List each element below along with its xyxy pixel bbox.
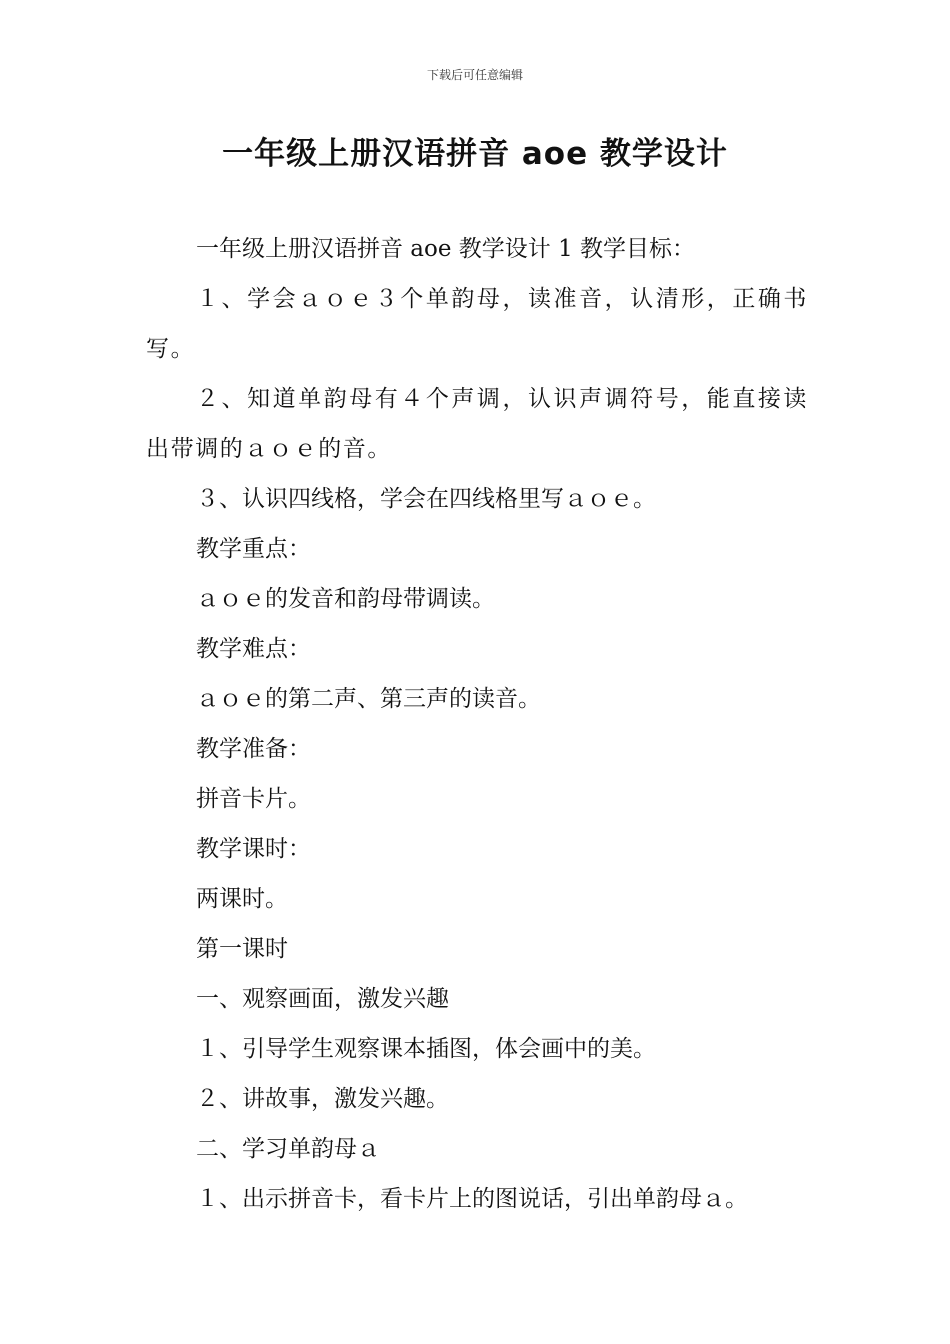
paragraph-section-two-step-1: １、出示拼音卡，看卡片上的图说话，引出单韵母ａ。 [196,1186,748,1212]
paragraph-class-hours-heading: 教学课时： [196,836,311,862]
paragraph-objective-2: ２、知道单韵母有４个声调，认识声调符号，能直接读出带调的ａｏｅ的音。 [146,386,808,462]
paragraph-section-one: 一、观察画面，激发兴趣 [196,986,449,1012]
paragraph-section-one-step-2: ２、讲故事，激发兴趣。 [196,1086,449,1112]
paragraph-key-points-heading: 教学重点： [196,536,311,562]
paragraph-section-two: 二、学习单韵母ａ [196,1136,380,1162]
paragraph-difficulties-heading: 教学难点： [196,636,311,662]
paragraph-preparation: 拼音卡片。 [196,786,311,812]
document-title: 一年级上册汉语拼音 aoe 教学设计 [222,136,728,172]
paragraph-objectives-intro: 一年级上册汉语拼音 aoe 教学设计 1 教学目标： [196,236,696,262]
paragraph-class-hours: 两课时。 [196,886,288,912]
paragraph-objective-3: ３、认识四线格，学会在四线格里写ａｏｅ。 [196,486,656,512]
document-body [146,224,808,1224]
paragraph-first-lesson: 第一课时 [196,936,288,962]
page-header-note: 下载后可任意编辑 [426,68,523,82]
paragraph-objective-1: １、学会ａｏｅ３个单韵母，读准音，认清形，正确书写。 [146,286,808,362]
paragraph-difficulties: ａｏｅ的第二声、第三声的读音。 [196,686,541,712]
paragraph-preparation-heading: 教学准备： [196,736,311,762]
paragraph-key-points: ａｏｅ的发音和韵母带调读。 [196,586,495,612]
paragraph-section-one-step-1: １、引导学生观察课本插图，体会画中的美。 [196,1036,656,1062]
